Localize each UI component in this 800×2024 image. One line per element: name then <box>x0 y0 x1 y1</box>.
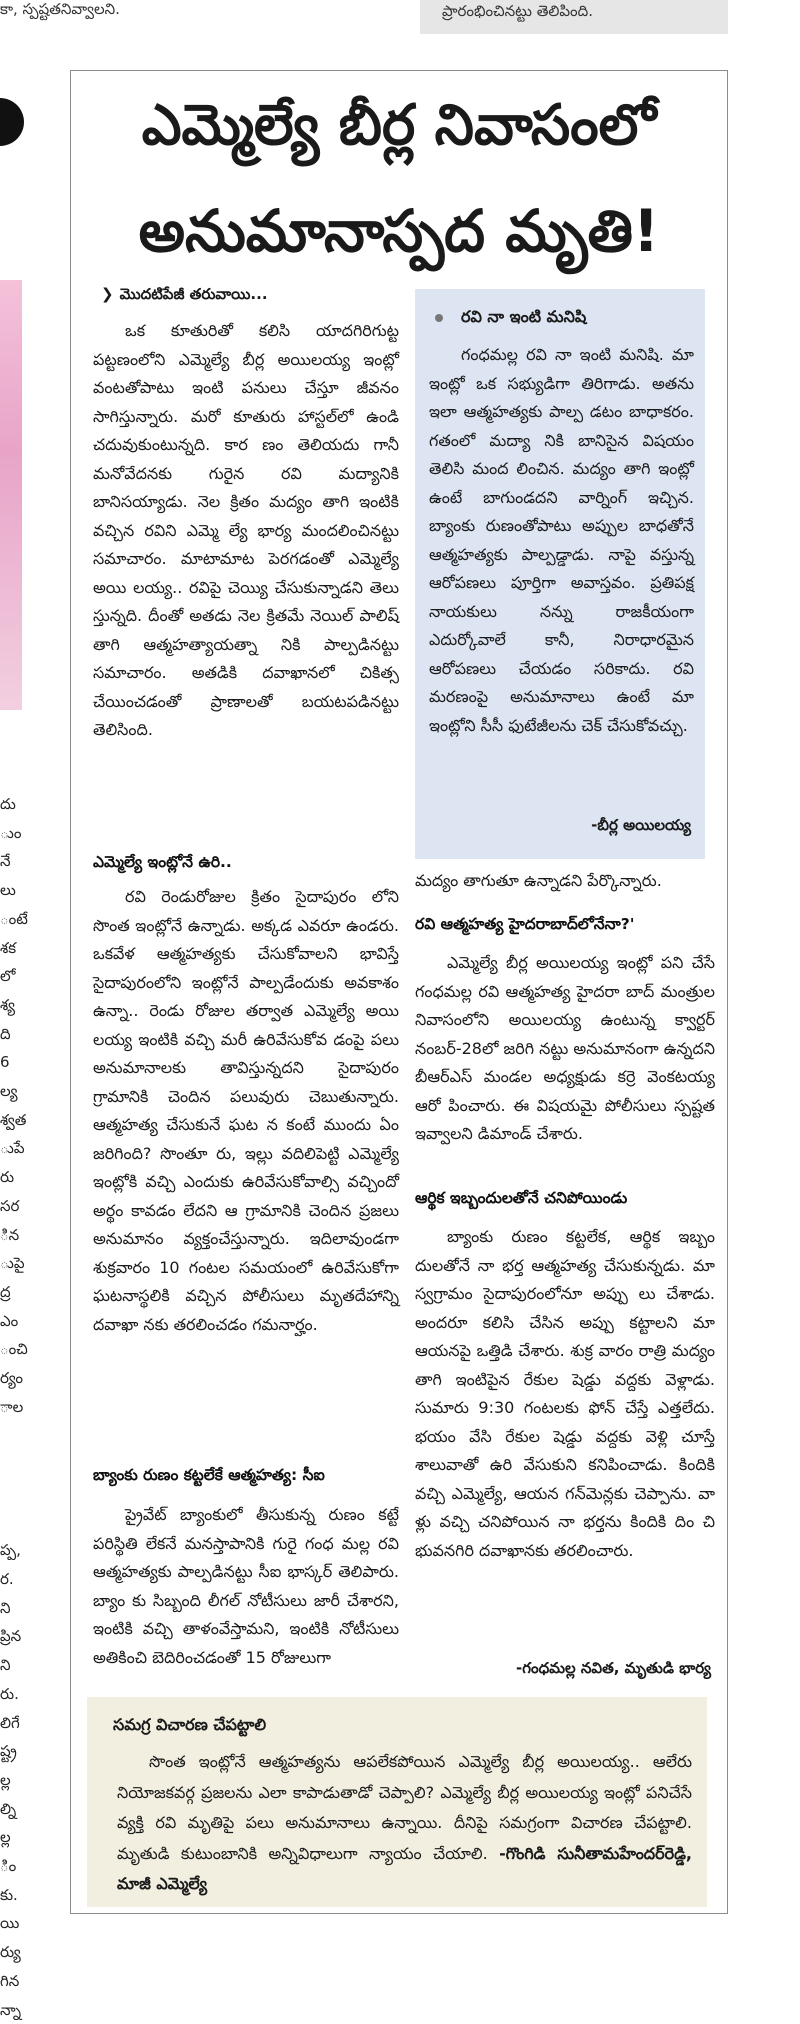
neighbour-fragment: గిన <box>0 1971 20 1990</box>
neighbour-fragment: నే <box>0 852 11 871</box>
neighbour-fragment: 6 <box>0 1053 10 1072</box>
neighbour-fragment: కు. <box>0 1885 18 1904</box>
neighbour-photo-fragment <box>0 280 22 710</box>
top-right-snippet: ప్రారంభించినట్టు తెలిపింది. <box>442 2 593 20</box>
neighbour-fragment: ుం <box>0 823 22 842</box>
neighbour-fragment: లు <box>0 881 16 900</box>
neighbour-fragment: ర్యం <box>0 1369 24 1388</box>
continued-line: మద్యం తాగుతూ ఉన్నాడని పేర్కొన్నారు. <box>415 871 662 890</box>
neighbour-fragment: ుపై <box>0 1254 25 1273</box>
mla-quote-title-text: రవి నా ఇంటి మనిషి <box>461 307 587 326</box>
neighbour-fragment <box>0 1421 22 1450</box>
neighbour-fragment: ాల <box>0 1397 24 1416</box>
neighbour-column-clipped <box>0 70 28 2019</box>
top-right-snippet-box <box>420 0 728 34</box>
neighbour-fragment <box>0 1508 22 1537</box>
mla-quote-body: గంధమల్ల రవి నా ఇంటి మనిషి. మా ఇంట్లో ఒక సభ్యుడిగా తిరిగాడు. అతను ఇలా ఆత్మహత్యకు పాల్ప డటం బాధాకరం. గతంలో మద్యా నికి బానిసైన విషయం తెలిసి మంద లించిన. మద్యం తాగి ఇంట్లో ఉంటే బాగుండదని వార్నింగ్ ఇచ్చిన. బ్యాంకు రుణంతోపాటు అప్పుల బాధతోనే ఆత్మహత్యకు పాల్పడ్డాడు. నాపై వస్తున్న ఆరోపణలు పూర్తిగా అవాస్తవం. ప్రతిపక్ష నాయకులు నన్ను రాజకీయంగా ఎదుర్కోవాలే కానీ, నిరాధారమైన ఆరోపణలు చేయడం సరికాదు. రవి మరణంపై అనుమానాలు ఉంటే మా ఇంట్లోని సీసీ ఫుటేజీలను చెక్ చేసుకోవచ్చు. <box>429 345 694 735</box>
continuation-label: మొదటిపేజీ తరువాయి... <box>119 285 268 303</box>
neighbour-fragment: ర్యు <box>0 1943 21 1962</box>
neighbour-fragment: శక <box>0 938 17 957</box>
section-body-hyderabad: ఎమ్మెల్యే బీర్ల అయిలయ్య ఇంట్లో పని చేసే గంధమల్ల రవి ఆత్మహత్య హైదరా బాద్ మంత్రుల నివాసంలోని అయిలయ్య ఉంటున్న క్వార్టర్ నంబర్-28లో జరిగి నట్టు అనుమానంగా ఉన్నదని బీఆర్ఎస్ మండల అధ్యక్షుడు కర్రె వెంకటయ్య ఆరో పించారు. ఈ విషయమై పోలీసులు స్పష్టత ఇవ్వాలని డిమాండ్ చేశారు. <box>415 953 715 1143</box>
section-heading-financial-trouble: ఆర్థిక ఇబ్బందులతోనే చనిపోయిండు <box>415 1189 628 1207</box>
neighbour-fragment: ిం <box>0 1857 17 1876</box>
neighbour-fragment: ద్ర <box>0 1282 11 1301</box>
neighbour-fragment: ుపే <box>0 1139 25 1158</box>
top-left-snippet: కా, స్పష్టతనివ్వాలని. <box>0 0 120 18</box>
section-heading-ci-statement: బ్యాంకు రుణం కట్టలేకే ఆత్మహత్య: సీఐ <box>93 1466 325 1484</box>
neighbour-fragment: ప్రిన <box>0 1627 22 1646</box>
neighbour-fragment: సర <box>0 1196 20 1215</box>
mla-quote-box <box>415 289 705 859</box>
news-article <box>70 70 728 1914</box>
continuation-kicker <box>101 285 268 307</box>
neighbour-fragment <box>0 1479 22 1508</box>
neighbour-fragment <box>0 1450 22 1479</box>
neighbour-fragment: దు <box>0 795 16 813</box>
neighbour-fragment: ప్ప, <box>0 1541 21 1560</box>
neighbour-fragment: లో <box>0 967 16 986</box>
neighbour-fragment: ఎం <box>0 1311 19 1330</box>
neighbour-fragment: రు <box>0 1168 15 1187</box>
section-body-ci-statement: ప్రైవేట్ బ్యాంకులో తీసుకున్న రుణం కట్టే పరిస్థితి లేకనే మనస్తాపానికి గురై గంధ మల్ల రవి ఆత్మహత్యకు పాల్పడినట్టు సీఐ భాస్కర్ తెలిపారు. బ్యాం కు సిబ్బంది లీగల్ నోటీసులు జారీ చేశారని, ఇంటికి వచ్చి తాళంవేస్తామని, ఇంటికి నోటీసులు అతికించి బెదిరించడంతో 15 రోజులుగా <box>93 1505 399 1667</box>
neighbour-fragment: ంచి <box>0 1340 28 1359</box>
neighbour-black-circle <box>0 98 24 146</box>
inquiry-demand-box <box>87 1697 707 1907</box>
section-heading-hanging-at-mla-house: ఎమ్మెల్యే ఇంట్లోనే ఉరి.. <box>93 853 232 871</box>
bullet-icon <box>435 314 443 322</box>
neighbour-text-fragments <box>0 790 28 2024</box>
neighbour-fragment: ష్ట్ర <box>0 1742 17 1761</box>
section-body-financial-trouble: బ్యాంకు రుణం కట్టలేక, ఆర్థిక ఇబ్బం దులతోనే నా భర్త ఆత్మహత్య చేసుకున్నడు. మా స్వగ్రామం సైదాపురంలోనూ అప్పు లు చేశాడు. అందరూ కలిసి చేసిన అప్పు కట్టాలని మా ఆయనపై ఒత్తిడి చేశారు. శుక్ర వారం రాత్రి మద్యం తాగి ఇంటిపైన రేకుల షెడ్డు వద్దకు వెళ్లాడు. సుమారు 9:30 గంటలకు ఫోన్ చేస్తే ఎత్తలేదు. భయం వేసి రేకుల షెడ్డు వద్దకు వెళ్లి చూస్తే శాలువాతో ఉరి వేసుకుని కనిపించాడు. కిందికి వచ్చి ఎమ్మెల్యే, ఆయన గన్‌మెన్లకు చెప్పాను. వా ళ్లు వచ్చి చనిపోయిన నా భర్తను కిందికి దిం చి భువనగిరి దవాఖానకు తరలించారు. <box>415 1227 715 1560</box>
neighbour-fragment: ని <box>0 1598 11 1617</box>
inquiry-demand-text: సొంత ఇంట్లోనే ఆత్మహత్యను ఆపలేకపోయిన ఎమ్మెల్యే బీర్ల అయిలయ్య.. ఆలేరు నియోజకవర్గ ప్రజలను ఎలా కాపాడుతాడో చెప్పాలి? ఎమ్మెల్యే బీర్ల అయిలయ్య ఇంట్లో పనిచేసే వ్యక్తి రవి మృతిపై పలు అనుమానాలు ఉన్నాయి. దీనిపై సమగ్రంగా విచారణ చేపట్టాలి. మృతుడి కుటుంబానికి అన్నివిధాలుగా న్యాయం చేయాలి. <box>117 1752 692 1863</box>
neighbour-fragment: ంటే <box>0 909 28 928</box>
neighbour-fragment: ల్ని <box>0 1799 17 1818</box>
section-body-hanging-at-mla-house: రవి రెండురోజుల క్రితం సైదాపురం లోని సొంత ఇంట్లోనే ఉన్నాడు. అక్కడ ఎవరూ ఉండరు. ఒకవేళ ఆత్మహత్యకు చేసుకోవాలని భావిస్తే సైదాపురంలోని ఇంట్లోనే పాల్పడేందుకు అవకాశం ఉన్నా.. రెండు రోజుల తర్వాత ఎమ్మెల్యే అయి లయ్య ఇంటికి వచ్చి మరీ ఉరివేసుకోవ డంపై పలు అనుమానాలకు తావిస్తున్నదని సైదాపురం గ్రామానికి చెందిన పలువురు చెబుతున్నారు. ఆత్మహత్య చేసుకునే ఘట న కంటే ముందు ఏం జరిగింది? సొంతూ రు, ఇల్లు వదిలిపెట్టి ఎమ్మెల్యే ఇంట్లోకి వచ్చి ఎందుకు ఉరివేసుకోవాల్సి వచ్చిందో అర్థం కావడం లేదని ఆ గ్రామానికి చెందిన ప్రజలు అనుమానం వ్యక్తంచేస్తున్నారు. ఇదిలావుండగా శుక్రవారం 10 గంటల సమయంలో ఉరివేసుకోగా ఘటనాస్థలికి వచ్చిన పోలీసులు మృతదేహాన్ని దవాఖా నకు తరలించడం గమనార్హం. <box>93 887 399 1334</box>
inquiry-demand-signature: -గొంగిడి సునీతామహేందర్‌రెడ్డి, మాజీ ఎమ్మెల్యే <box>117 1843 692 1893</box>
mla-quote-signature: -బీర్ల అయిలయ్య <box>591 816 691 834</box>
neighbour-fragment: ల్ల <box>0 1828 11 1847</box>
neighbour-fragment: రు. <box>0 1684 19 1703</box>
neighbour-fragment: లిగే <box>0 1713 20 1732</box>
neighbour-fragment: యి <box>0 1914 20 1933</box>
neighbour-fragment: ిన <box>0 1225 20 1244</box>
neighbour-fragment: న్నా <box>0 2000 22 2019</box>
neighbour-fragment: ల్య <box>0 1082 18 1101</box>
intro-paragraph: ఒక కూతురితో కలిసి యాదగిరిగుట్ట పట్టణంలోని ఎమ్మెల్యే బీర్ల అయిలయ్య ఇంట్లో వంటతోపాటు ఇంటి పనులు చేస్తూ జీవనం సాగిస్తున్నారు. మరో కూతురు హాస్టల్‌లో ఉండి చదువుకుంటున్నది. కార ణం తెలియదు గానీ మనోవేదనకు గురైన రవి మద్యానికి బానిసయ్యాడు. నెల క్రితం మద్యం తాగి ఇంటికి వచ్చిన రవిని ఎమ్మె ల్యే భార్య మందలించినట్టు సమాచారం. మాటామాట పెరగడంతో ఎమ్మెల్యే అయి లయ్య.. రవిపై చెయ్యి చేసుకున్నాడని తెలు స్తున్నది. దీంతో అతడు నెల క్రితమే నెయిల్ పాలిష్ తాగి ఆత్మహత్యాయత్నా నికి పాల్పడినట్టు సమాచారం. అతడికి దవాఖానలో చికిత్స చేయించడంతో ప్రాణాలతో బయటపడినట్టు తెలిసింది. <box>93 321 399 739</box>
neighbour-fragment: శ్య <box>0 995 15 1014</box>
headline-line-1: ఎమ్మెల్యే బీర్ల నివాసంలో <box>141 93 657 158</box>
headline-line-2: అనుమానాస్పద మృతి! <box>138 197 660 265</box>
neighbour-fragment: ర. <box>0 1569 14 1588</box>
neighbour-fragment: ని <box>0 1656 11 1675</box>
neighbour-fragment: ది <box>0 1024 11 1043</box>
inquiry-demand-body <box>117 1747 692 1900</box>
wife-quote-credit: -గంధమల్ల నవిత, మృతుడి భార్య <box>516 1659 711 1677</box>
mla-quote-title <box>435 307 586 330</box>
inquiry-demand-title: సమగ్ర విచారణ చేపట్టాలి <box>113 1715 267 1734</box>
chevron-right-icon: ❯ <box>101 285 114 303</box>
neighbour-fragment: శ్వత <box>0 1110 27 1129</box>
section-heading-hyderabad: రవి ఆత్మహత్య హైదరాబాద్‌లోనేనా?' <box>415 915 635 933</box>
neighbour-fragment: ల్ల <box>0 1770 11 1789</box>
